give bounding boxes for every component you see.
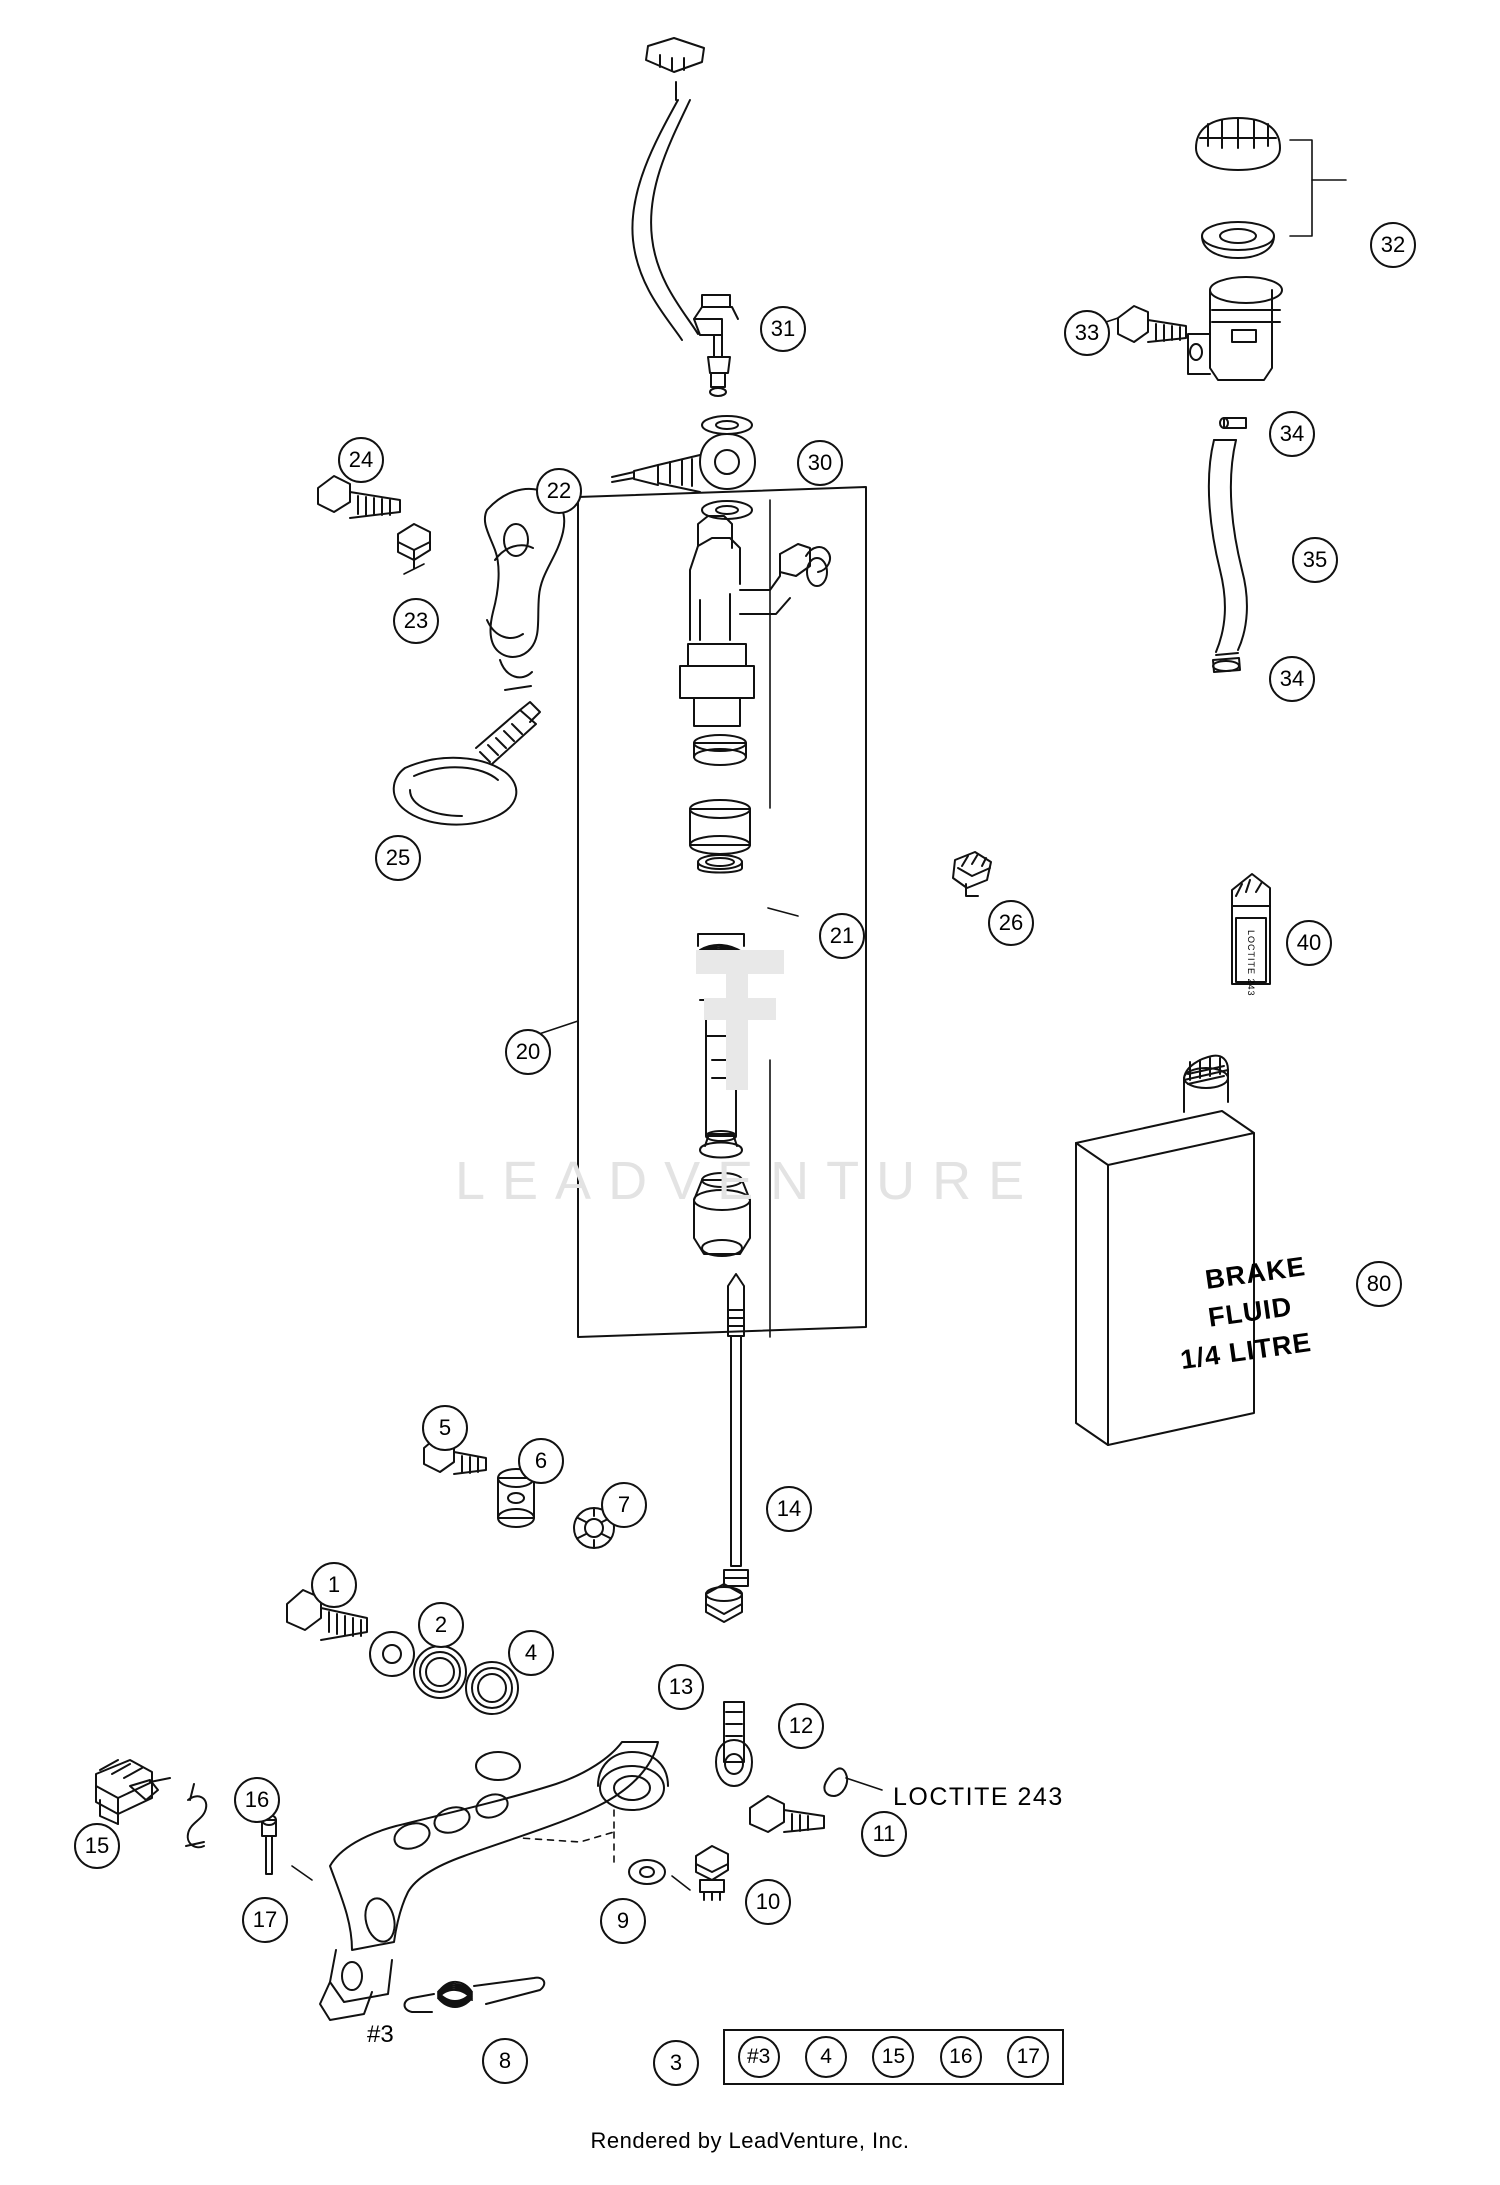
callout-23[interactable]: 23 [393,598,439,644]
loctite-tube-label: LOCTITE 243 [1246,930,1256,997]
callout-4[interactable]: 4 [508,1630,554,1676]
callout-7[interactable]: 7 [601,1482,647,1528]
callout-17[interactable]: 17 [242,1897,288,1943]
callout-24[interactable]: 24 [338,437,384,483]
callout-25[interactable]: 25 [375,835,421,881]
callout-6[interactable]: 6 [518,1438,564,1484]
brake-fluid-label-line3: 1/4 LITRE [1178,1326,1314,1376]
callout-34-top[interactable]: 34 [1269,411,1315,457]
callout-21[interactable]: 21 [819,913,865,959]
callout-14[interactable]: 14 [766,1486,812,1532]
legend-item-4[interactable]: 4 [805,2036,847,2078]
callout-16[interactable]: 16 [234,1777,280,1823]
callout-30[interactable]: 30 [797,440,843,486]
callout-31[interactable]: 31 [760,306,806,352]
footer-credit: Rendered by LeadVenture, Inc. [590,2128,910,2153]
callout-15[interactable]: 15 [74,1823,120,1869]
callout-32[interactable]: 32 [1370,222,1416,268]
callout-20[interactable]: 20 [505,1029,551,1075]
callout-1[interactable]: 1 [311,1562,357,1608]
callout-9[interactable]: 9 [600,1898,646,1944]
callout-5[interactable]: 5 [422,1405,468,1451]
callout-26[interactable]: 26 [988,900,1034,946]
legend-item-15[interactable]: 15 [872,2036,914,2078]
brake-fluid-label-line1: BRAKE [1203,1251,1308,1295]
callout-11[interactable]: 11 [861,1811,907,1857]
callout-34-bottom[interactable]: 34 [1269,656,1315,702]
callout-33[interactable]: 33 [1064,310,1110,356]
legend-box [723,2029,1064,2085]
brake-fluid-label-line2: FLUID [1206,1291,1295,1333]
callout-12[interactable]: 12 [778,1703,824,1749]
callout-35[interactable]: 35 [1292,537,1338,583]
legend-item-16[interactable]: 16 [940,2036,982,2078]
callout-22[interactable]: 22 [536,468,582,514]
callout-10[interactable]: 10 [745,1879,791,1925]
hash-label-pedal: #3 [367,2021,394,2048]
callout-3[interactable]: 3 [653,2040,699,2086]
callout-8[interactable]: 8 [482,2038,528,2084]
loctite-243-note: LOCTITE 243 [893,1783,1064,1811]
legend-item-17[interactable]: 17 [1007,2036,1049,2078]
callout-13[interactable]: 13 [658,1664,704,1710]
callout-80[interactable]: 80 [1356,1261,1402,1307]
callout-40[interactable]: 40 [1286,920,1332,966]
legend-item-hash3[interactable]: #3 [738,2036,780,2078]
callout-2[interactable]: 2 [418,1602,464,1648]
watermark-text: LEADVENTURE [455,1151,1042,1211]
